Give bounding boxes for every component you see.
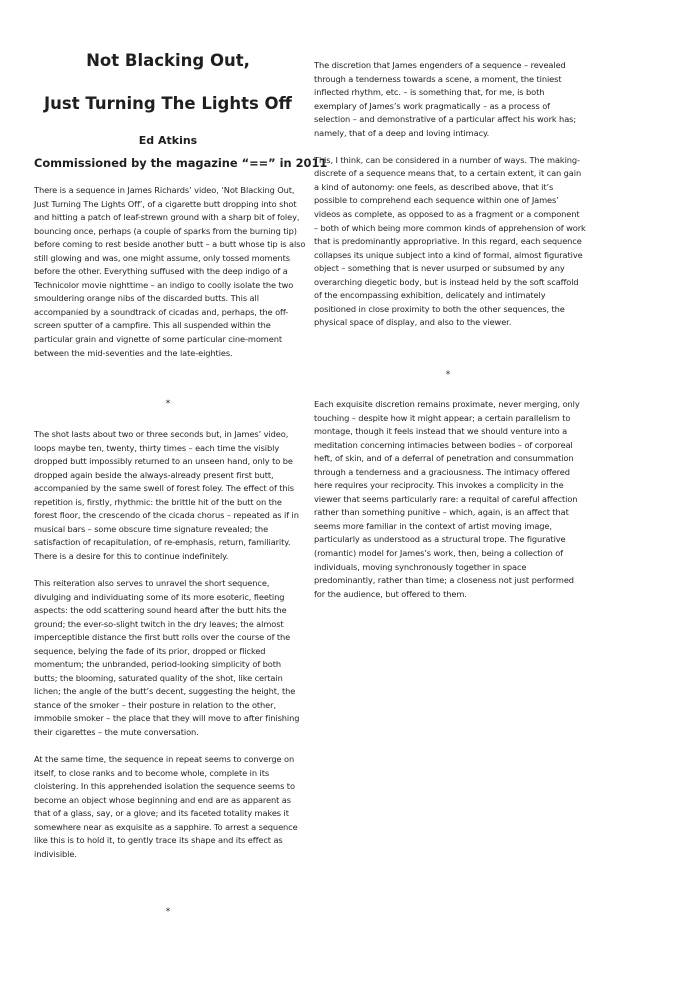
right-top-text — [314, 59, 586, 330]
paragraph: Each exquisite discretion remains proximate, never merging, only touching – despite how it might appear; a certain parallelism to montage, though it feels instead that we should venture into a meditation concerning intimacies between bodies – of corporeal heft, of skin, and of a deferral of penetration and consummation through a tenderness and a graciousness. The intimacy offered here requires your reciprocity. This invokes a complicity in the viewer that seems particularly rare: a requital of careful affection rather than something punitive – which, again, is an affect that seems more familiar in the context of artist moving image, particularly as understood as a structural trope. The figurative (romantic) model for James’s work, then, being a collection of individuals, moving synchronously together in space predominantly, rather than time; a closeness not just performed for the audience, but offered to them. — [314, 399, 580, 599]
commission-note: Commissioned by the magazine “==” in 2011 — [34, 156, 328, 170]
paragraph: There is a sequence in James Richards’ video, ‘Not Blacking Out, Just Turning The Lights Off’, of a cigarette butt dropping into shot and hitting a patch of leaf-strewn ground with a sharp bit of foley, bouncing once, perhaps (a couple of sparks from the burning tip) before coming to rest beside another butt – a butt whose tip is also still glowing and was, one might assume, only tossed moments before the other. Everything suffused with the deep indigo of a Technicolor movie nighttime – an indigo to coolly isolate the two smouldering orange nibs of the discarded butts. This all accompanied by a soundtrack of cicadas and, perhaps, the off-screen sputter of a campfire. This all suspended within the particular grain and vignette of some particular cine-moment between the mid-seventies and the late-eighties. — [34, 185, 306, 358]
paragraph: At the same time, the sequence in repeat seems to converge on itself, to close ranks and to become whole, complete in its cloistering. In this apprehended isolation the sequence seems to become an object whose beginning and end are as apparent as that of a glass, say, or a glove; and its faceted totality makes it somewhere near as exquisite as a sapphire. To arrest a sequence like this is to hold it, to gently trace its shape and its effect as indivisible. — [34, 754, 298, 859]
left-bottom-text — [34, 428, 306, 861]
section-separator: * — [165, 907, 171, 917]
paragraph: The shot lasts about two or three seconds but, in James’ video, loops maybe ten, twenty, thirty times – each time the visibly dropped butt impossibly returned to an unseen hand, only to be dropped again beside the always-already present first butt, accompanied by the same swell of forest foley. The effect of this repetition is, firstly, rhythmic: the brittle hit of the butt on the forest floor, the crescendo of the cicada chorus – repeated as if in musical bars – some obscure time signature revealed; the satisfaction of recapitulation, of re-emphasis, return, familiarity. There is a desire for this to continue indefinitely. — [34, 429, 299, 561]
paragraph: The discretion that James engenders of a sequence – revealed through a tenderness towards a scene, a moment, the tiniest inflected rhythm, etc. – is something that, for me, is both exemplary of James’s work pragmatically – as a process of selection – and demonstrative of a particular affect his work has; namely, that of a deep and loving intimacy. — [314, 60, 577, 138]
author-name: Ed Atkins — [138, 134, 198, 147]
paragraph: This reiteration also serves to unravel the short sequence, divulging and individuating some of its more esoteric, fleeting aspects: the odd scattering sound heard after the butt hits the ground; the ever-so-slight twitch in the dry leaves; the almost imperceptible distance the first butt rolls over the course of the sequence, belying the fade of its prior, dropped or flicked momentum; the unbranded, period-looking simplicity of both butts; the blooming, saturated quality of the shot, like certain lichen; the angle of the butt’s decent, suggesting the height, the stance of the smoker – their posture in relation to the other, immobile smoker – the place that they will move to after finishing their cigarettes – the mute conversation. — [34, 577, 300, 737]
section-separator: * — [165, 399, 171, 409]
paragraph: This, I think, can be considered in a number of ways. The making-discrete of a sequence means that, to a certain extent, it can gain a kind of autonomy: one feels, as described above, that it’s possible to comprehend each sequence within one of James’ videos as complete, as opposed to as a fragment or a component – both of which being more common kinds of apprehension of work that is predominantly appropriative. In this regard, each sequence collapses its unique subject into a kind of formal, almost figurative object – something that is never usurped or subsumed by any overarching diegetic body, but is instead held by the soft scaffold of the encompassing exhibition, delicately and intimately positioned in close proximity to both the other sequences, the physical space of display, and also to the viewer. — [314, 154, 586, 328]
title-line-1: Not Blacking Out, — [86, 51, 250, 70]
left-top-text — [34, 184, 306, 360]
section-separator: * — [445, 370, 451, 380]
title-line-2: Just Turning The Lights Off — [44, 94, 292, 113]
right-bottom-text — [314, 398, 586, 601]
